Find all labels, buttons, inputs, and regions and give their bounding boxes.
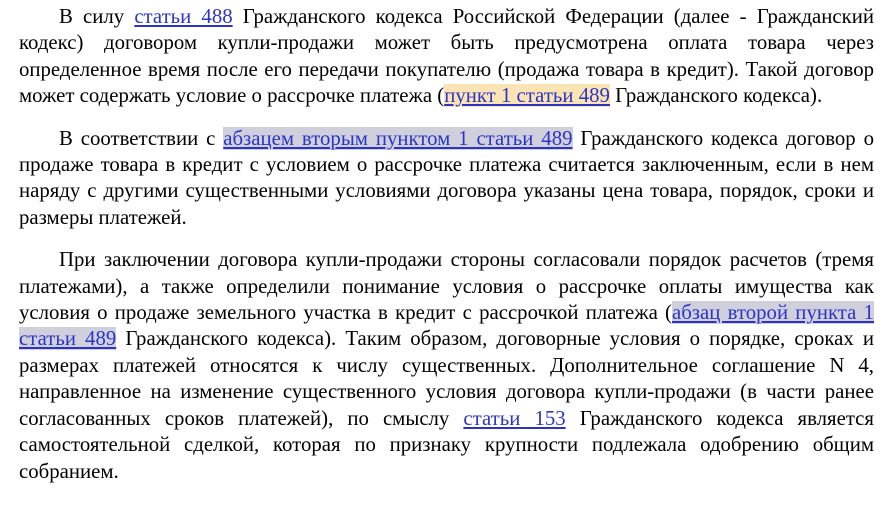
- link-article-489-clause-1[interactable]: пункт 1 статьи 489: [444, 84, 610, 108]
- text-segment: В силу: [59, 5, 135, 28]
- link-article-488[interactable]: статьи 488: [134, 5, 233, 28]
- text-segment: В соответствии с: [59, 126, 224, 150]
- link-article-153[interactable]: статьи 153: [463, 406, 566, 430]
- text-segment: Гражданского кодекса). Таким образом, договорные условия о порядке, сроках и размерах платежей относятся к числу существенных. Дополнительное соглашение N 4, направленное на изменение существенного условия договора купли-продажи (в части ранее согласованных сроков платежей), по смыслу: [19, 327, 874, 430]
- paragraph-3: [19, 247, 874, 485]
- text-segment: Гражданского кодекса).: [609, 84, 823, 108]
- text-segment: Гражданского кодекса договор о продаже товара в кредит с условием о рассрочке платежа считается заключенным, если в нем наряду с другими существенными условиями договора указаны цена товара, порядок, сроки и размеры платежей.: [19, 126, 874, 229]
- paragraph-1: [19, 4, 874, 110]
- text-segment: Гражданского кодекса является самостоятельной сделкой, которая по признаку крупности подлежала одобрению общим собранием.: [19, 406, 874, 483]
- link-article-489-para-2-alt[interactable]: абзац второй пункта 1 статьи 489: [19, 301, 875, 351]
- text-segment: Гражданского кодекса Российской Федерации (далее - Гражданский кодекс) договором купли-продажи может быть предусмотрена оплата товара через определенное время после его передачи покупателю (продажа товара в кредит). Такой договор может содержать условие о рассрочке платежа (: [19, 5, 874, 108]
- link-article-489-para-2[interactable]: абзацем вторым пунктом 1 статьи 489: [223, 126, 573, 150]
- paragraph-2: [19, 126, 874, 232]
- text-segment: При заключении договора купли-продажи стороны согласовали порядок расчетов (тремя платежами), а также определили понимание условия о рассрочке оплаты имущества как условия о продаже земельного участка в кредит с рассрочкой платежа (: [19, 248, 874, 325]
